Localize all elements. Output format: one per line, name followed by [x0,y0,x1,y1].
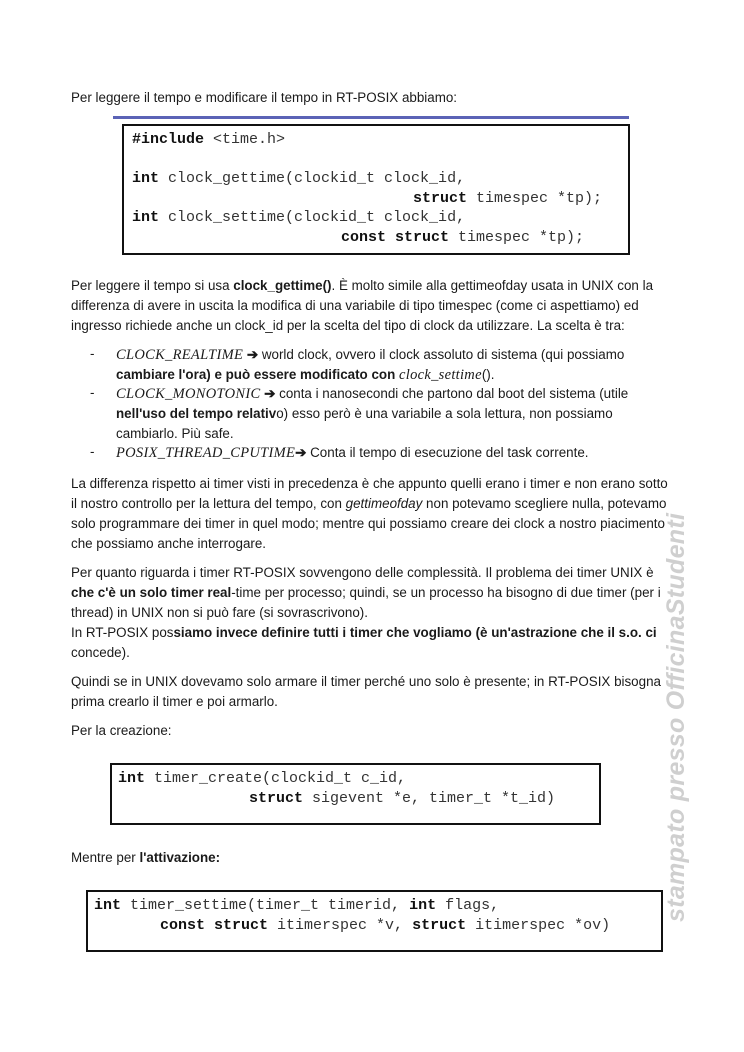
bullet-monotonic [116,384,676,444]
arrow-icon: ➔ [260,386,280,401]
clock-name: CLOCK_MONOTONIC [116,386,261,402]
paragraph-activation [71,848,671,868]
code-keyword: int [94,897,122,914]
bold-text: nell'uso del tempo relativ [116,406,277,421]
code-keyword: int [409,897,437,914]
paragraph-creation: Per la creazione: [71,723,172,738]
text: La differenza rispetto ai timer visti in precedenza è che appunto quelli erano i timer e non erano sotto il nostro controllo per la lettura del tempo, con [71,476,668,511]
code-keyword: struct [249,790,304,807]
code-text: flags, [436,897,500,914]
paragraph-difference [71,474,671,554]
bold-text: clock_gettime() [233,278,332,293]
bullet-dash: - [90,346,95,361]
bullet-dash: - [90,444,95,459]
intro-text: Per leggere il tempo e modificare il tempo in RT-POSIX abbiamo: [71,90,458,105]
text: non potevamo scegliere nulla, potevamo solo programmare dei timer in quel modo; mentre qui possiamo creare dei clock a nostro piacimento che possiamo anche interrogare. [71,496,667,551]
text: Mentre per [71,850,140,865]
arrow-icon: ➔ [243,347,262,362]
code-text: clock_gettime(clockid_t clock_id, [159,170,466,187]
arrow-icon: ➔ [295,445,311,460]
bold-text: cambiare l'ora) e può essere modificato con [116,367,399,382]
code-text: sigevent *e, timer_t *t_id) [303,790,556,807]
code-block-timer-settime [86,890,663,952]
text: world clock, ovvero il clock assoluto di sistema (qui possiamo [261,347,625,362]
code-text: <time.h> [204,131,286,148]
code-text: timer_create(clockid_t c_id, [145,770,407,787]
text: . È molto simile alla gettimeofday usata in UNIX con la differenza di avere in uscita la modifica di una variabile di tipo timespec (come ci aspettiamo) ed ingresso richiede anche un clock_id per la scelta del tipo di clock da utilizzare. La scelta è tra: [71,278,654,333]
code-block-timer-create [110,763,601,825]
code-keyword: struct [413,190,468,207]
text: Per leggere il tempo si usa [71,278,234,293]
code-text: itimerspec *v, [268,917,413,934]
paragraph-unix: Quindi se in UNIX dovevamo solo armare il timer perché uno solo è presente; in RT-POSIX bisogna prima crearlo il timer e poi armarlo. [71,674,661,709]
text: o) esso però è una variabile a sola lettura, non possiamo cambiarlo. Più safe. [116,406,613,441]
code-text: timer_settime(timer_t timerid, [121,897,410,914]
bullet-dash: - [90,385,95,400]
code-text: timespec *tp); [449,229,585,246]
text: Per quanto riguarda i timer RT-POSIX sovvengono delle complessità. Il problema dei timer UNIX è [71,565,654,580]
text: concede). [71,645,130,660]
code-keyword: int [118,770,146,787]
bold-text: che c'è un solo timer real [71,585,232,600]
code-block-clock [122,124,630,255]
bold-text: siamo invece definire tutti i timer che vogliamo (è un'astrazione che il s.o. ci [173,625,657,640]
code-keyword: const struct [160,917,269,934]
code-text: timespec *tp); [467,190,603,207]
text: (). [481,367,495,382]
intro-underline [113,116,629,119]
bullet-realtime [116,345,676,385]
text: Conta il tempo di esecuzione del task corrente. [310,445,589,460]
function-name: clock_settime [399,367,482,383]
code-text: itimerspec *ov) [466,917,611,934]
code-keyword: struct [412,917,467,934]
code-text: clock_settime(clockid_t clock_id, [159,209,466,226]
italic-text: gettimeofday [345,496,423,511]
text: In RT-POSIX pos [71,625,174,640]
code-keyword: const struct [341,229,450,246]
watermark: stampato presso OfficinaStudenti [662,512,690,922]
paragraph-gettime [71,276,671,336]
clock-name: POSIX_THREAD_CPUTIME [116,445,296,461]
bullet-cputime [116,443,676,463]
code-keyword: #include [132,131,205,148]
text: conta i nanosecondi che partono dal boot del sistema (utile [279,386,629,401]
bold-text: l'attivazione: [139,850,221,865]
code-keyword: int [132,209,160,226]
paragraph-timers [71,563,671,663]
text: -time per processo; quindi, se un processo ha bisogno di due timer (per i thread) in UNIX non si può fare (si sovrascrivono). [71,585,661,620]
clock-name: CLOCK_REALTIME [116,347,244,363]
code-keyword: int [132,170,160,187]
